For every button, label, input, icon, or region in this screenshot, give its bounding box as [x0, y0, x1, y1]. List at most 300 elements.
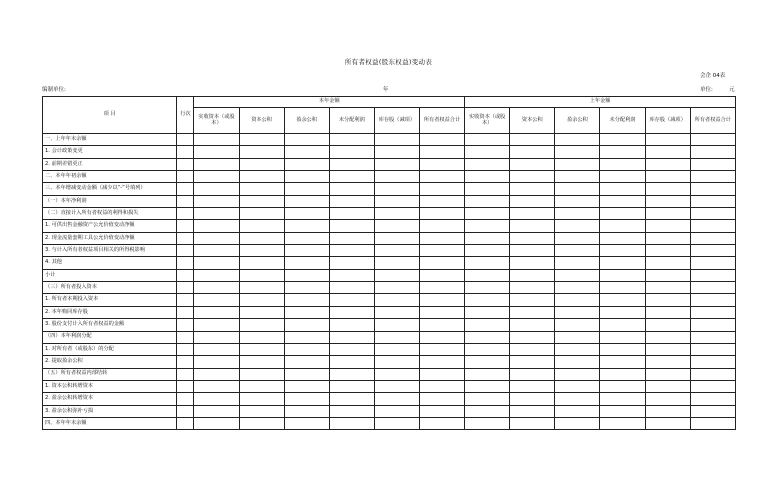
amount-cell[interactable] — [645, 146, 690, 158]
amount-cell[interactable] — [374, 294, 419, 306]
amount-cell[interactable] — [194, 368, 239, 380]
amount-cell[interactable] — [690, 171, 735, 183]
amount-cell[interactable] — [284, 134, 329, 146]
amount-cell[interactable] — [239, 380, 284, 392]
row-line-no-cell[interactable] — [177, 393, 194, 405]
amount-cell[interactable] — [329, 380, 374, 392]
amount-cell[interactable] — [555, 331, 600, 343]
amount-cell[interactable] — [194, 257, 239, 269]
amount-cell[interactable] — [510, 319, 555, 331]
amount-cell[interactable] — [465, 294, 510, 306]
amount-cell[interactable] — [510, 356, 555, 368]
amount-cell[interactable] — [690, 393, 735, 405]
amount-cell[interactable] — [329, 220, 374, 232]
amount-cell[interactable] — [465, 171, 510, 183]
amount-cell[interactable] — [419, 195, 464, 207]
amount-cell[interactable] — [465, 417, 510, 429]
amount-cell[interactable] — [419, 368, 464, 380]
amount-cell[interactable] — [194, 380, 239, 392]
amount-cell[interactable] — [645, 158, 690, 170]
amount-cell[interactable] — [239, 356, 284, 368]
amount-cell[interactable] — [555, 393, 600, 405]
amount-cell[interactable] — [194, 269, 239, 281]
amount-cell[interactable] — [510, 171, 555, 183]
amount-cell[interactable] — [239, 257, 284, 269]
amount-cell[interactable] — [374, 282, 419, 294]
amount-cell[interactable] — [194, 195, 239, 207]
row-line-no-cell[interactable] — [177, 269, 194, 281]
amount-cell[interactable] — [600, 158, 645, 170]
amount-cell[interactable] — [239, 306, 284, 318]
row-line-no-cell[interactable] — [177, 220, 194, 232]
amount-cell[interactable] — [510, 393, 555, 405]
amount-cell[interactable] — [284, 146, 329, 158]
amount-cell[interactable] — [284, 208, 329, 220]
amount-cell[interactable] — [690, 405, 735, 417]
amount-cell[interactable] — [194, 134, 239, 146]
amount-cell[interactable] — [510, 257, 555, 269]
amount-cell[interactable] — [374, 306, 419, 318]
amount-cell[interactable] — [329, 417, 374, 429]
amount-cell[interactable] — [645, 269, 690, 281]
amount-cell[interactable] — [600, 245, 645, 257]
amount-cell[interactable] — [645, 294, 690, 306]
amount-cell[interactable] — [510, 343, 555, 355]
amount-cell[interactable] — [329, 269, 374, 281]
amount-cell[interactable] — [600, 220, 645, 232]
amount-cell[interactable] — [194, 158, 239, 170]
amount-cell[interactable] — [284, 171, 329, 183]
amount-cell[interactable] — [329, 306, 374, 318]
amount-cell[interactable] — [419, 257, 464, 269]
amount-cell[interactable] — [555, 183, 600, 195]
amount-cell[interactable] — [645, 232, 690, 244]
amount-cell[interactable] — [239, 146, 284, 158]
amount-cell[interactable] — [419, 269, 464, 281]
amount-cell[interactable] — [555, 195, 600, 207]
amount-cell[interactable] — [239, 183, 284, 195]
amount-cell[interactable] — [690, 417, 735, 429]
amount-cell[interactable] — [284, 331, 329, 343]
amount-cell[interactable] — [284, 220, 329, 232]
amount-cell[interactable] — [194, 417, 239, 429]
amount-cell[interactable] — [555, 380, 600, 392]
amount-cell[interactable] — [194, 405, 239, 417]
amount-cell[interactable] — [465, 134, 510, 146]
amount-cell[interactable] — [690, 134, 735, 146]
amount-cell[interactable] — [329, 282, 374, 294]
amount-cell[interactable] — [510, 306, 555, 318]
amount-cell[interactable] — [645, 245, 690, 257]
amount-cell[interactable] — [419, 319, 464, 331]
amount-cell[interactable] — [600, 269, 645, 281]
amount-cell[interactable] — [600, 343, 645, 355]
row-line-no-cell[interactable] — [177, 232, 194, 244]
amount-cell[interactable] — [239, 282, 284, 294]
amount-cell[interactable] — [374, 195, 419, 207]
amount-cell[interactable] — [284, 356, 329, 368]
amount-cell[interactable] — [419, 183, 464, 195]
amount-cell[interactable] — [510, 195, 555, 207]
amount-cell[interactable] — [510, 331, 555, 343]
row-line-no-cell[interactable] — [177, 319, 194, 331]
amount-cell[interactable] — [555, 257, 600, 269]
amount-cell[interactable] — [194, 306, 239, 318]
amount-cell[interactable] — [374, 417, 419, 429]
amount-cell[interactable] — [329, 257, 374, 269]
amount-cell[interactable] — [555, 208, 600, 220]
amount-cell[interactable] — [555, 405, 600, 417]
row-line-no-cell[interactable] — [177, 368, 194, 380]
amount-cell[interactable] — [690, 245, 735, 257]
amount-cell[interactable] — [194, 343, 239, 355]
amount-cell[interactable] — [329, 158, 374, 170]
amount-cell[interactable] — [239, 294, 284, 306]
amount-cell[interactable] — [555, 306, 600, 318]
row-line-no-cell[interactable] — [177, 183, 194, 195]
row-line-no-cell[interactable] — [177, 282, 194, 294]
amount-cell[interactable] — [645, 343, 690, 355]
amount-cell[interactable] — [419, 356, 464, 368]
amount-cell[interactable] — [600, 208, 645, 220]
amount-cell[interactable] — [465, 158, 510, 170]
amount-cell[interactable] — [510, 294, 555, 306]
amount-cell[interactable] — [284, 306, 329, 318]
amount-cell[interactable] — [690, 368, 735, 380]
amount-cell[interactable] — [510, 232, 555, 244]
amount-cell[interactable] — [600, 331, 645, 343]
row-line-no-cell[interactable] — [177, 380, 194, 392]
amount-cell[interactable] — [510, 134, 555, 146]
amount-cell[interactable] — [329, 319, 374, 331]
amount-cell[interactable] — [690, 195, 735, 207]
amount-cell[interactable] — [690, 146, 735, 158]
amount-cell[interactable] — [374, 331, 419, 343]
amount-cell[interactable] — [329, 294, 374, 306]
amount-cell[interactable] — [239, 269, 284, 281]
amount-cell[interactable] — [374, 393, 419, 405]
row-line-no-cell[interactable] — [177, 417, 194, 429]
amount-cell[interactable] — [645, 319, 690, 331]
amount-cell[interactable] — [329, 245, 374, 257]
amount-cell[interactable] — [600, 380, 645, 392]
amount-cell[interactable] — [690, 282, 735, 294]
amount-cell[interactable] — [645, 405, 690, 417]
row-line-no-cell[interactable] — [177, 343, 194, 355]
amount-cell[interactable] — [239, 331, 284, 343]
amount-cell[interactable] — [419, 158, 464, 170]
amount-cell[interactable] — [645, 393, 690, 405]
amount-cell[interactable] — [510, 405, 555, 417]
amount-cell[interactable] — [600, 356, 645, 368]
amount-cell[interactable] — [284, 393, 329, 405]
amount-cell[interactable] — [419, 171, 464, 183]
amount-cell[interactable] — [194, 282, 239, 294]
amount-cell[interactable] — [690, 306, 735, 318]
amount-cell[interactable] — [284, 319, 329, 331]
amount-cell[interactable] — [465, 368, 510, 380]
amount-cell[interactable] — [419, 380, 464, 392]
amount-cell[interactable] — [194, 208, 239, 220]
amount-cell[interactable] — [555, 269, 600, 281]
amount-cell[interactable] — [419, 405, 464, 417]
amount-cell[interactable] — [510, 245, 555, 257]
amount-cell[interactable] — [555, 319, 600, 331]
row-line-no-cell[interactable] — [177, 356, 194, 368]
amount-cell[interactable] — [329, 393, 374, 405]
amount-cell[interactable] — [284, 269, 329, 281]
amount-cell[interactable] — [465, 183, 510, 195]
amount-cell[interactable] — [419, 208, 464, 220]
amount-cell[interactable] — [419, 417, 464, 429]
amount-cell[interactable] — [284, 368, 329, 380]
amount-cell[interactable] — [419, 331, 464, 343]
amount-cell[interactable] — [600, 393, 645, 405]
amount-cell[interactable] — [555, 294, 600, 306]
amount-cell[interactable] — [690, 158, 735, 170]
amount-cell[interactable] — [419, 232, 464, 244]
amount-cell[interactable] — [600, 405, 645, 417]
amount-cell[interactable] — [645, 183, 690, 195]
amount-cell[interactable] — [690, 232, 735, 244]
amount-cell[interactable] — [374, 380, 419, 392]
amount-cell[interactable] — [284, 232, 329, 244]
row-line-no-cell[interactable] — [177, 331, 194, 343]
row-line-no-cell[interactable] — [177, 257, 194, 269]
row-line-no-cell[interactable] — [177, 171, 194, 183]
amount-cell[interactable] — [374, 183, 419, 195]
amount-cell[interactable] — [600, 183, 645, 195]
amount-cell[interactable] — [645, 195, 690, 207]
amount-cell[interactable] — [329, 208, 374, 220]
amount-cell[interactable] — [645, 356, 690, 368]
row-line-no-cell[interactable] — [177, 146, 194, 158]
amount-cell[interactable] — [555, 146, 600, 158]
amount-cell[interactable] — [329, 183, 374, 195]
amount-cell[interactable] — [690, 356, 735, 368]
row-line-no-cell[interactable] — [177, 134, 194, 146]
amount-cell[interactable] — [419, 294, 464, 306]
amount-cell[interactable] — [465, 220, 510, 232]
amount-cell[interactable] — [465, 343, 510, 355]
amount-cell[interactable] — [239, 417, 284, 429]
amount-cell[interactable] — [239, 245, 284, 257]
amount-cell[interactable] — [284, 294, 329, 306]
amount-cell[interactable] — [284, 245, 329, 257]
amount-cell[interactable] — [555, 368, 600, 380]
amount-cell[interactable] — [690, 257, 735, 269]
row-line-no-cell[interactable] — [177, 195, 194, 207]
amount-cell[interactable] — [510, 282, 555, 294]
amount-cell[interactable] — [465, 380, 510, 392]
amount-cell[interactable] — [284, 405, 329, 417]
amount-cell[interactable] — [239, 232, 284, 244]
amount-cell[interactable] — [194, 220, 239, 232]
amount-cell[interactable] — [510, 380, 555, 392]
amount-cell[interactable] — [645, 306, 690, 318]
amount-cell[interactable] — [645, 208, 690, 220]
amount-cell[interactable] — [690, 183, 735, 195]
amount-cell[interactable] — [284, 282, 329, 294]
amount-cell[interactable] — [239, 220, 284, 232]
amount-cell[interactable] — [239, 158, 284, 170]
amount-cell[interactable] — [239, 195, 284, 207]
row-line-no-cell[interactable] — [177, 405, 194, 417]
amount-cell[interactable] — [555, 282, 600, 294]
amount-cell[interactable] — [374, 343, 419, 355]
amount-cell[interactable] — [284, 183, 329, 195]
amount-cell[interactable] — [194, 331, 239, 343]
amount-cell[interactable] — [600, 417, 645, 429]
amount-cell[interactable] — [600, 146, 645, 158]
amount-cell[interactable] — [555, 232, 600, 244]
amount-cell[interactable] — [194, 171, 239, 183]
amount-cell[interactable] — [510, 368, 555, 380]
row-line-no-cell[interactable] — [177, 306, 194, 318]
amount-cell[interactable] — [194, 294, 239, 306]
amount-cell[interactable] — [465, 319, 510, 331]
amount-cell[interactable] — [194, 356, 239, 368]
amount-cell[interactable] — [419, 306, 464, 318]
amount-cell[interactable] — [374, 208, 419, 220]
amount-cell[interactable] — [194, 183, 239, 195]
amount-cell[interactable] — [465, 331, 510, 343]
amount-cell[interactable] — [510, 417, 555, 429]
amount-cell[interactable] — [194, 245, 239, 257]
row-line-no-cell[interactable] — [177, 245, 194, 257]
amount-cell[interactable] — [600, 319, 645, 331]
amount-cell[interactable] — [645, 380, 690, 392]
row-line-no-cell[interactable] — [177, 158, 194, 170]
amount-cell[interactable] — [374, 368, 419, 380]
amount-cell[interactable] — [374, 269, 419, 281]
amount-cell[interactable] — [329, 368, 374, 380]
amount-cell[interactable] — [329, 134, 374, 146]
amount-cell[interactable] — [690, 331, 735, 343]
amount-cell[interactable] — [194, 146, 239, 158]
amount-cell[interactable] — [329, 146, 374, 158]
amount-cell[interactable] — [555, 245, 600, 257]
amount-cell[interactable] — [374, 158, 419, 170]
amount-cell[interactable] — [600, 368, 645, 380]
amount-cell[interactable] — [645, 368, 690, 380]
amount-cell[interactable] — [329, 356, 374, 368]
amount-cell[interactable] — [465, 393, 510, 405]
amount-cell[interactable] — [419, 245, 464, 257]
amount-cell[interactable] — [510, 158, 555, 170]
amount-cell[interactable] — [329, 195, 374, 207]
row-line-no-cell[interactable] — [177, 208, 194, 220]
amount-cell[interactable] — [555, 343, 600, 355]
amount-cell[interactable] — [465, 245, 510, 257]
amount-cell[interactable] — [600, 257, 645, 269]
amount-cell[interactable] — [690, 220, 735, 232]
amount-cell[interactable] — [645, 417, 690, 429]
amount-cell[interactable] — [465, 306, 510, 318]
amount-cell[interactable] — [555, 220, 600, 232]
amount-cell[interactable] — [419, 282, 464, 294]
amount-cell[interactable] — [284, 417, 329, 429]
amount-cell[interactable] — [419, 134, 464, 146]
amount-cell[interactable] — [600, 195, 645, 207]
amount-cell[interactable] — [645, 134, 690, 146]
amount-cell[interactable] — [510, 269, 555, 281]
amount-cell[interactable] — [690, 380, 735, 392]
amount-cell[interactable] — [419, 343, 464, 355]
amount-cell[interactable] — [465, 356, 510, 368]
amount-cell[interactable] — [239, 134, 284, 146]
amount-cell[interactable] — [555, 171, 600, 183]
amount-cell[interactable] — [239, 319, 284, 331]
amount-cell[interactable] — [555, 158, 600, 170]
amount-cell[interactable] — [510, 146, 555, 158]
amount-cell[interactable] — [329, 343, 374, 355]
amount-cell[interactable] — [284, 257, 329, 269]
amount-cell[interactable] — [465, 257, 510, 269]
amount-cell[interactable] — [239, 208, 284, 220]
amount-cell[interactable] — [374, 171, 419, 183]
amount-cell[interactable] — [600, 294, 645, 306]
amount-cell[interactable] — [465, 269, 510, 281]
amount-cell[interactable] — [284, 380, 329, 392]
amount-cell[interactable] — [239, 368, 284, 380]
amount-cell[interactable] — [419, 220, 464, 232]
amount-cell[interactable] — [329, 232, 374, 244]
amount-cell[interactable] — [329, 171, 374, 183]
amount-cell[interactable] — [239, 171, 284, 183]
amount-cell[interactable] — [374, 220, 419, 232]
amount-cell[interactable] — [239, 405, 284, 417]
amount-cell[interactable] — [239, 393, 284, 405]
amount-cell[interactable] — [645, 282, 690, 294]
amount-cell[interactable] — [600, 232, 645, 244]
amount-cell[interactable] — [329, 405, 374, 417]
amount-cell[interactable] — [374, 356, 419, 368]
amount-cell[interactable] — [690, 269, 735, 281]
amount-cell[interactable] — [374, 232, 419, 244]
amount-cell[interactable] — [645, 171, 690, 183]
amount-cell[interactable] — [555, 134, 600, 146]
amount-cell[interactable] — [465, 195, 510, 207]
amount-cell[interactable] — [555, 356, 600, 368]
amount-cell[interactable] — [194, 319, 239, 331]
amount-cell[interactable] — [374, 257, 419, 269]
amount-cell[interactable] — [374, 245, 419, 257]
amount-cell[interactable] — [645, 257, 690, 269]
amount-cell[interactable] — [239, 343, 284, 355]
amount-cell[interactable] — [600, 306, 645, 318]
amount-cell[interactable] — [645, 220, 690, 232]
amount-cell[interactable] — [465, 146, 510, 158]
amount-cell[interactable] — [419, 146, 464, 158]
amount-cell[interactable] — [645, 331, 690, 343]
amount-cell[interactable] — [329, 331, 374, 343]
amount-cell[interactable] — [284, 195, 329, 207]
amount-cell[interactable] — [600, 282, 645, 294]
amount-cell[interactable] — [690, 343, 735, 355]
amount-cell[interactable] — [194, 232, 239, 244]
amount-cell[interactable] — [284, 158, 329, 170]
amount-cell[interactable] — [465, 282, 510, 294]
amount-cell[interactable] — [555, 417, 600, 429]
amount-cell[interactable] — [374, 405, 419, 417]
amount-cell[interactable] — [465, 208, 510, 220]
amount-cell[interactable] — [510, 183, 555, 195]
amount-cell[interactable] — [374, 319, 419, 331]
amount-cell[interactable] — [419, 393, 464, 405]
amount-cell[interactable] — [374, 134, 419, 146]
row-line-no-cell[interactable] — [177, 294, 194, 306]
